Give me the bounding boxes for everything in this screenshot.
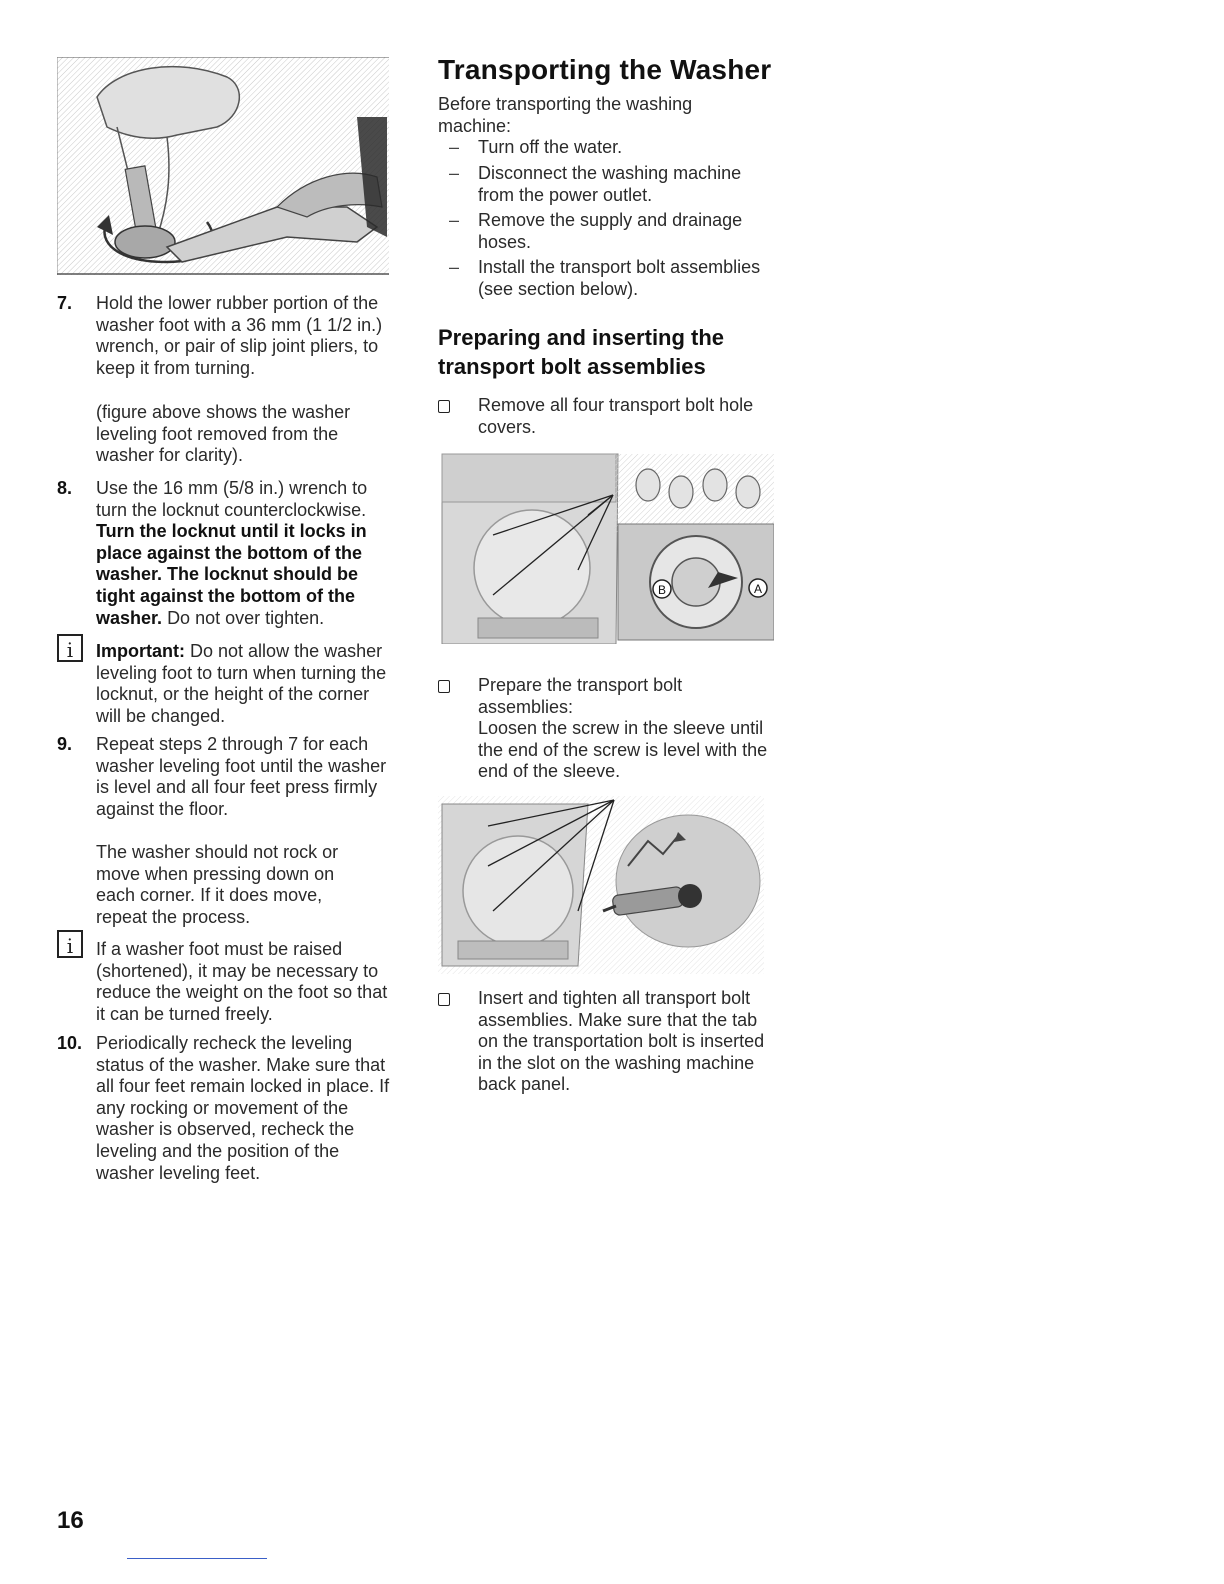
step-text: Repeat steps 2 through 7 for each washer leveling foot until the washer is level and all four feet press firmly against the floor. <box>96 734 387 819</box>
intro-text: Before transporting the washing machine: <box>438 94 693 136</box>
step-number: 10. <box>57 1033 83 1053</box>
callout-label-b: B <box>657 583 667 597</box>
wrench-leveling-foot-illustration <box>57 57 389 275</box>
page-number: 16 <box>57 1507 84 1534</box>
step-number: 7. <box>57 293 73 313</box>
figure-transport-bolt-covers <box>438 450 774 644</box>
checkbox-bullet-icon <box>438 680 450 693</box>
info-icon: i <box>57 634 83 662</box>
dash-bullet: – <box>449 257 460 277</box>
step-7 <box>57 293 397 381</box>
step-number: 8. <box>57 478 73 498</box>
page-title: Transporting the Washer <box>438 54 772 85</box>
step-9 <box>57 734 397 822</box>
info-note: If a washer foot must be raised (shortened), it may be necessary to reduce the weight on the foot so that it can be turned freely. <box>96 939 388 1024</box>
dash-item: Remove the supply and drainage hoses. <box>478 210 743 252</box>
step-8-end: Do not over tighten. <box>167 607 325 628</box>
step-text: Hold the lower rubber portion of the washer foot with a 36 mm (1 1/2 in.) wrench, or pair of slip joint pliers, to keep it from turning. <box>96 293 383 378</box>
footer-divider <box>127 1558 267 1559</box>
figure-transport-bolt-assembly <box>438 796 764 974</box>
info-icon: i <box>57 930 83 958</box>
step-number: 9. <box>57 734 73 754</box>
checkbox-bullet-icon <box>438 993 450 1006</box>
dash-item: Install the transport bolt assemblies (see section below). <box>478 257 761 299</box>
check-item-subtext: Loosen the screw in the sleeve until the end of the screw is level with the end of the sleeve. <box>478 718 768 782</box>
washer-bolt-covers-illustration <box>438 450 774 644</box>
step-10 <box>57 1033 402 1193</box>
step-7-note: (figure above shows the washer leveling foot removed from the washer for clarity). <box>96 402 351 466</box>
transport-bolt-assembly-illustration <box>438 796 764 974</box>
dash-bullet: – <box>449 163 460 183</box>
figure-wrench-leveling-foot <box>57 57 389 275</box>
check-item: Insert and tighten all transport bolt assemblies. Make sure that the tab on the transportation bolt is inserted in the slot on the washing machine back panel. <box>478 988 765 1095</box>
step-8 <box>57 478 397 628</box>
checkbox-bullet-icon <box>438 400 450 413</box>
check-item: Remove all four transport bolt hole covers. <box>478 395 754 437</box>
callout-label-a: A <box>753 582 763 596</box>
step-text: Periodically recheck the leveling status of the washer. Make sure that all four feet remain locked in place. If any rocking or movement of the washer is observed, recheck the leveling and the position of the washer leveling feet. <box>96 1033 390 1183</box>
dash-bullet: – <box>449 210 460 230</box>
section-subtitle: Preparing and inserting the transport bolt assemblies <box>438 325 725 379</box>
check-item <box>478 675 778 783</box>
dash-item: Disconnect the washing machine from the power outlet. <box>478 163 742 205</box>
important-text: Do not allow the washer leveling foot to turn when turning the locknut, or the height of the corner will be changed. <box>96 641 387 726</box>
step-8-plain: Use the 16 mm (5/8 in.) wrench to turn the locknut counterclockwise. <box>96 478 368 520</box>
important-label: Important: <box>96 641 185 661</box>
check-item-text: Prepare the transport bolt assemblies: <box>478 675 683 717</box>
important-note <box>96 641 396 727</box>
step-9-note: The washer should not rock or move when pressing down on each corner. If it does move, repeat the process. <box>96 842 339 927</box>
dash-bullet: – <box>449 137 460 157</box>
step-text <box>96 478 396 629</box>
step-8-bold: Turn the locknut until it locks in place against the bottom of the washer. The locknut should be tight against the bottom of the washer. <box>96 521 367 628</box>
dash-item: Turn off the water. <box>478 137 623 157</box>
